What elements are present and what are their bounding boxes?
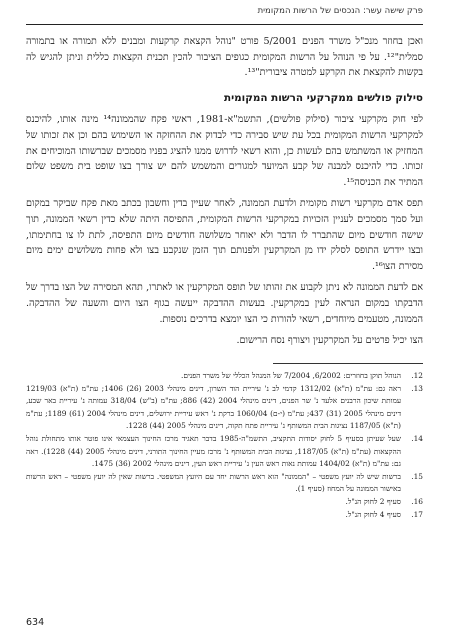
paragraph-delivery: אם לדעת הממונה לא ניתן לקבוע את זהותו של תופס המקרקעין או לאתרו, תהא המסירה של הצו בדרך של הדבקתו במקום הנראה לעין במקרקעין. בעשות ההדבקה ייעשה בגוף הצו היום והשעה של ההדבקה. הממונה, מטעמים מיוחדים, רשאי להורות כי הצו יומצא בדרכים נוספות. [26,282,424,325]
paragraph-order-details: הצו יכיל פרטים על המקרקעין ויצורף נסח הרישום. [236,335,423,347]
footnote-number: 17. [411,509,423,519]
footnote-number: 15. [411,471,423,481]
footnote-number: 14. [411,433,423,443]
footnote-text: ראה גם: עת"מ (ת"א) 1312/02 קדמי לב נ' עיריית הוד השרון, דינים מינהלי 2003 (26) 1406; עת"מ (ת"א) 1219/03 עמותת שיכון הרבנים אלעד נ' שר הפנים, דינים מינהלי 2004 (42) 886; עת"מ (ב"ש) 318/04 עמותה נ' עיריית באר שבע, דינים מינהלי 2005 (31) 437; עת"מ (י-ם) 1060/04 ברקת נ' ראש עיריית ירושלים, דינים מינהלי 2004 (61) 1189; עת"מ (ת"א) 1187/05 נציגות הבית המשותף נ' עיריית פתח תקוה, דינים מינהלי 2005 (44) 1228. [26,383,402,431]
footnote-rule [273,363,423,364]
footnote [26,509,423,522]
footnote [26,370,423,383]
main-text [26,34,423,355]
footnote-number: 16. [411,496,423,506]
footnote-text: הנוהל תוקן בחוזרים: 6/2002, 7/2004 של המנהל הכללי של משרד הפנים. [180,371,401,380]
paragraph-seizure: תפס אדם מקרקעי רשות מקומית ולדעת הממונה, לאחר שעיין בדין וחשבון בכתב מאת פקח שביקר במקום ועל סמך מסמכים לעניין הזכויות במקרקעי הרשות המקומית, התפיסה היתה שלא כדין רשאי הממונה, תוך שישה חודשים מיום שהתברר לו הדבר ולא יאוחר משלושה חודשים מיום התפיסה, לתת לו צו בחתימתו, ובצו יידרש התופס לסלק ידו מן המקרקעין ולפנותם תוך הזמן שנקבע בצו ולא פחות משלושים ימים מיום מסירת הצו¹⁶. [26,198,423,272]
page-number: 634 [26,617,45,628]
footnote [26,383,423,433]
footnote-text: סעיף 4 לחוק הנ"ל. [345,509,401,519]
section-title: סילוק פולשים ממקרקעי הרשות המקומית [223,91,423,104]
footnote-text: סעיף 2 לחוק הנ"ל. [345,496,401,506]
footnote-text: ברשות שיש לה יועץ משפטי – "הממונה" הוא ראש הרשות יחד עם היועץ המשפטי. ברשות שאין לה יועץ משפטי – ראש הרשות באישור הממונה על המחוז (סעיף 1). [26,471,401,494]
footnote-number: 12. [411,371,423,380]
paragraph-allocation: ואכן בחוזר מנכ"ל משרד הפנים 5/2001 פורט "נוהל הקצאת קרקעות ומבנים ללא תמורה או בתמורה סמלית"¹². על פי הנוהל על הרשות המקומית כגופים הציבור להכין תכנית הקצאות כללית וניתן להגיש לה בקשות להקצאת את הקרקע למטרה ציבורית"¹³. [26,36,423,79]
footnote [26,433,423,471]
footnote [26,471,423,496]
paragraph-inspector: לפי חוק מקרקעי ציבור (סילוק פולשים), התשמ"א-1981, ראשי פקח שהממונה¹⁴ מינה אותו, להיכנס למקרקעי הרשות המקומית בכל עת שיש סבירה כדי לבדוק את ההחזקה או השימוש בהם וכן את זכותו של המחזיק או המשתמש בהם לעשות כן, והוא רשאי לדרוש ממנו להציג בפניו מסמכים שברשותו המוכיחים את זכותו. כדי להיכנס למבנה של קבע המיועד למגורים והמשמש להם יש צורך בצו שופט בית משפט שלום המתיר את הכניסה¹⁵. [26,114,423,188]
footnotes [26,370,423,521]
footnote-number: 13. [411,383,423,393]
footnote-text: שעל שעיתן בסעיף 5 לחוק יסודות התקציב, התשמ"ה-1985 בדבר תאגיד מרכז החינוך העצמאי אינו פוטר אותו מתחולת נוהל ההקצאות (עת"מ (ת"א) 1187/05, נציגות הבית המשותף נ' מרכז מעיין החינוך התורני, דינים מינהלי 2005 (44) 1228). ראה גם: עת"מ (ת"א) 1404/02 עמותת נאות ראש העין נ' עיריית ראש העין, דינים מינהלי 2002 (36) 1475. [26,433,401,469]
running-head: פרק שישה עשר: הנכסים של הרשות המקומית [257,6,423,16]
header-rule [26,24,423,25]
footnote [26,496,423,509]
